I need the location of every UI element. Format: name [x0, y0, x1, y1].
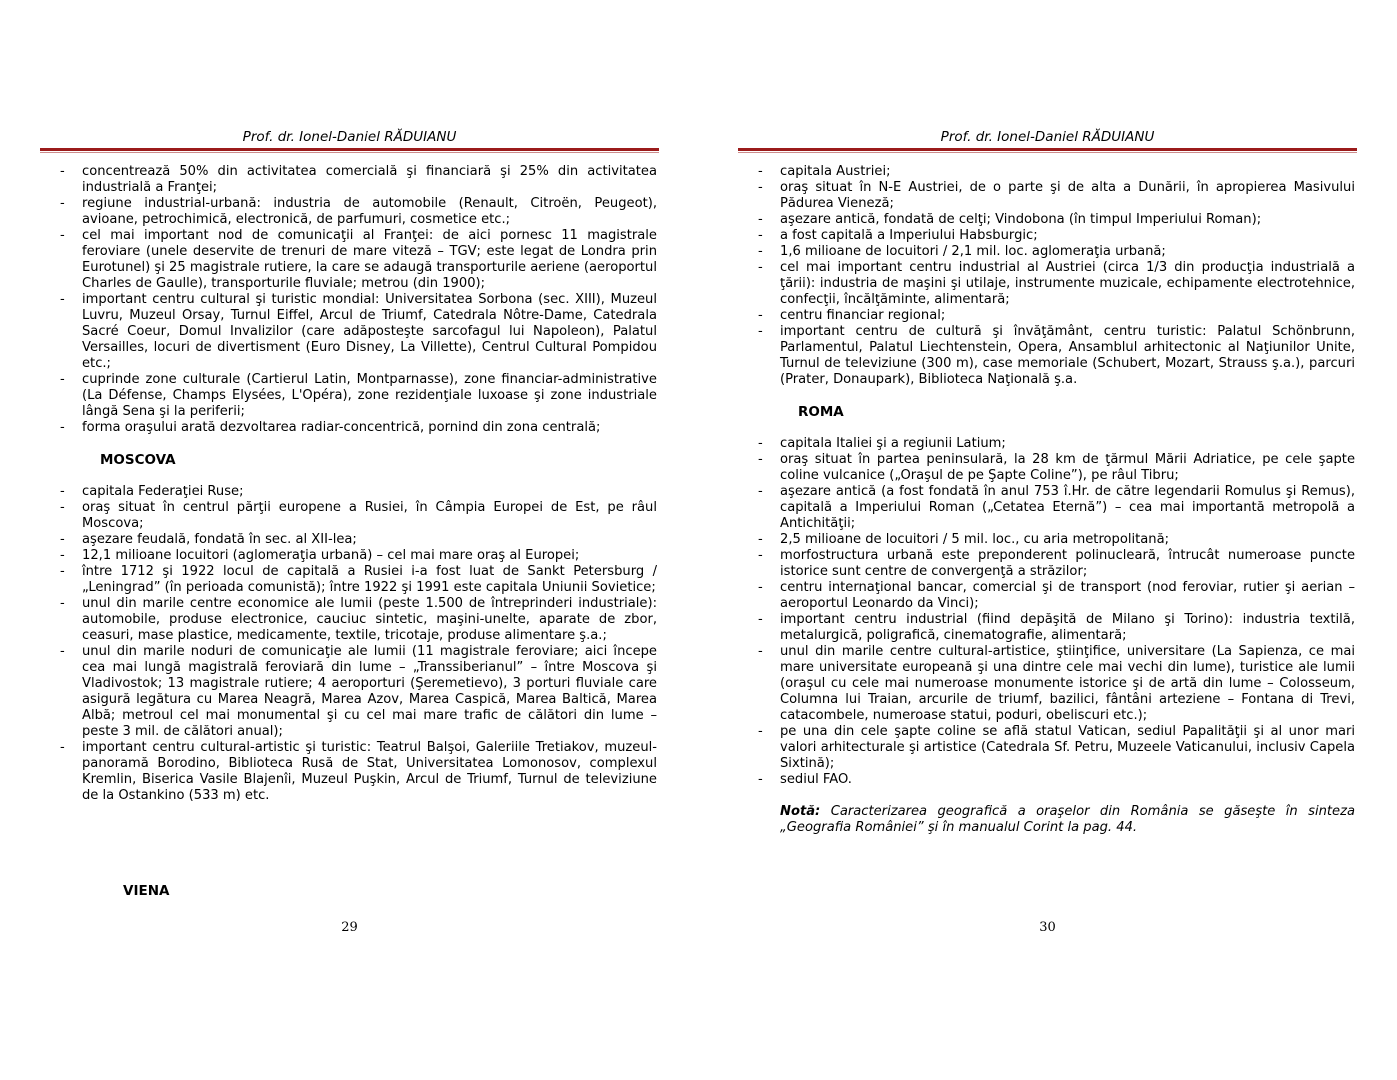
- viena-list: [756, 164, 1355, 388]
- section-title-moscova: MOSCOVA: [100, 452, 176, 468]
- list-item: - important centru cultural şi turistic mondial: Universitatea Sorbona (sec. XIII), Muzeul Luvru, Muzeul Orsay, Turnul Eiffel, Arcul de Triumf, Catedrala Nôtre-Dame, Catedrala Sacré Coeur, Domul Invalizilor (care adăposteşte sarcofagul lui Napoleon), Palatul Versailles, locuri de divertisment (Euro Disney, La Villette), Centrul Cultural Pompidou etc.;: [58, 292, 657, 372]
- list-item: - cuprinde zone culturale (Cartierul Latin, Montparnasse), zone financiar-administrative (La Défense, Champs Elysées, L'Opéra), zone rezidenţiale luxoase şi zone industriale lângă Sena şi la periferii;: [58, 372, 657, 420]
- list-item: - unul din marile centre economice ale lumii (peste 1.500 de întreprinderi industriale): automobile, produse electronice, cauciuc sintetic, maşini-unelte, aparate de zbor, ceasuri, mase plastice, medicamente, textile, tricotaje, produse alimentare ş.a.;: [58, 596, 657, 644]
- list-item: - centru internaţional bancar, comercial şi de transport (nod feroviar, rutier şi aerian – aeroportul Leonardo da Vinci);: [756, 580, 1355, 612]
- list-item: - oraş situat în centrul părţii europene a Rusiei, în Câmpia Europei de Est, pe râul Moscova;: [58, 500, 657, 532]
- list-item: - important centru cultural-artistic şi turistic: Teatrul Balşoi, Galeriile Tretiakov, muzeul-panoramă Borodino, Biblioteca Rusă de Stat, Universitatea Lomonosov, complexul Kremlin, Biserica Vasile Blajenîi, Muzeul Puşkin, Arcul de Triumf, Turnul de televiziune de la Ostankino (533 m) etc.: [58, 740, 657, 804]
- list-item: - oraş situat în N-E Austriei, de o parte şi de alta a Dunării, în apropierea Masivului Pădurea Vieneză;: [756, 180, 1355, 212]
- list-item: - morfostructura urbană este preponderent polinucleară, întrucât numeroase puncte istorice sunt centre de convergenţă a străzilor;: [756, 548, 1355, 580]
- header-rule: [40, 148, 659, 151]
- list-item: - 2,5 milioane de locuitori / 5 mil. loc., cu aria metropolitană;: [756, 532, 1355, 548]
- section-title-viena: VIENA: [123, 883, 170, 899]
- list-item: - capitala Italiei şi a regiunii Latium;: [756, 436, 1355, 452]
- paris-list: [58, 164, 657, 436]
- page-header: Prof. dr. Ionel-Daniel RĂDUIANU: [242, 129, 457, 145]
- list-item: - concentrează 50% din activitatea comercială şi financiară şi 25% din activitatea industrială a Franţei;: [58, 164, 657, 196]
- page-header: Prof. dr. Ionel-Daniel RĂDUIANU: [940, 129, 1155, 145]
- header-rule: [738, 148, 1357, 151]
- header-rule-thin: [40, 152, 659, 153]
- list-item: - cel mai important centru industrial al Austriei (circa 1/3 din producţia industrială a ţării): industria de maşini şi utilaje, instrumente muzicale, echipamente electrotehnice, confecţii, încălţăminte, alimentară;: [756, 260, 1355, 308]
- list-item: - unul din marile centre cultural-artistice, ştiinţifice, universitare (La Sapienza, ce mai mare universitate europeană şi una dintre cele mai vechi din lume), turistice ale lumii (oraşul cu cele mai numeroase monumente istorice şi de artă din lume – Colosseum, Columna lui Traian, arcurile de triumf, bazilici, fântâni arteziene – Fontana di Trevi, catacombele, numeroase statui, poduri, obeliscuri etc.);: [756, 644, 1355, 724]
- list-item: - important centru de cultură şi învăţământ, centru turistic: Palatul Schönbrunn, Parlamentul, Palatul Liechtenstein, Opera, Ansamblul arhitectonic al Naţiunilor Unite, Turnul de televiziune (300 m), case memoriale (Schubert, Mozart, Strauss ş.a.), parcuri (Prater, Donaupark), Biblioteca Naţională ş.a.: [756, 324, 1355, 388]
- list-item: - regiune industrial-urbană: industria de automobile (Renault, Citroën, Peugeot), avioane, petrochimică, electronică, de parfumuri, cosmetice etc.;: [58, 196, 657, 228]
- list-item: - unul din marile noduri de comunicaţie ale lumii (11 magistrale feroviare; aici începe cea mai lungă magistrală feroviară din lume – „Transsiberianul” – între Moscova şi Vladivostok; 13 magistrale rutiere; 4 aeroporturi (Şeremetievo), 3 porturi fluviale care asigură legătura cu Marea Neagră, Marea Azov, Marea Caspică, Marea Baltică, Marea Albă; metroul cel mai monumental şi cu cel mai mare trafic de călători din lume – peste 3 mil. de călători anual);: [58, 644, 657, 740]
- list-item: - capitala Austriei;: [756, 164, 1355, 180]
- right-content: [756, 164, 1355, 836]
- list-item: - cel mai important nod de comunicaţii al Franţei: de aici pornesc 11 magistrale feroviare (unele deservite de trenuri de mare viteză – TGV; este legat de Londra prin Eurotunel) şi 25 magistrale rutiere, la care se adaugă transporturile aeriene (aeroportul Charles de Gaulle), transporturile fluviale; metrou (din 1900);: [58, 228, 657, 292]
- list-item: - aşezare antică, fondată de celţi; Vindobona (în timpul Imperiului Roman);: [756, 212, 1355, 228]
- header-rule-thin: [738, 152, 1357, 153]
- list-item: - 1,6 milioane de locuitori / 2,1 mil. loc. aglomeraţia urbană;: [756, 244, 1355, 260]
- list-item: - aşezare antică (a fost fondată în anul 753 î.Hr. de către legendarii Romulus şi Remus), capitală a Imperiului Roman („Cetatea Eternă”) – cea mai importantă metropolă a Antichităţii;: [756, 484, 1355, 532]
- list-item: - pe una din cele şapte coline se află statul Vatican, sediul Papalităţii şi al unor mari valori arhitecturale şi artistice (Catedrala Sf. Petru, Muzeele Vaticanului, inclusiv Capela Sixtină);: [756, 724, 1355, 772]
- note-text: Caracterizarea geografică a oraşelor din România se găseşte în sinteza „Geografia României” şi în manualul Corint la pag. 44.: [780, 804, 1355, 835]
- list-item: - capitala Federaţiei Ruse;: [58, 484, 657, 500]
- section-title-roma: ROMA: [798, 404, 844, 420]
- list-item: - forma oraşului arată dezvoltarea radiar-concentrică, pornind din zona centrală;: [58, 420, 657, 436]
- list-item: - sediul FAO.: [756, 772, 1355, 788]
- note-label: Notă:: [780, 804, 821, 819]
- list-item: - a fost capitală a Imperiului Habsburgic;: [756, 228, 1355, 244]
- list-item: - între 1712 şi 1922 locul de capitală a Rusiei i-a fost luat de Sankt Petersburg / „Leningrad” (în perioada comunistă); între 1922 şi 1991 este capitala Uniunii Sovietice;: [58, 564, 657, 596]
- roma-list: [756, 436, 1355, 788]
- list-item: - oraş situat în partea peninsulară, la 28 km de ţărmul Mării Adriatice, pe cele şapte coline vulcanice („Oraşul de pe Şapte Coline”), pe râul Tibru;: [756, 452, 1355, 484]
- left-content: [58, 164, 657, 804]
- note-paragraph: [756, 804, 1355, 836]
- moscova-list: [58, 484, 657, 804]
- page-number: 29: [341, 920, 358, 935]
- list-item: - important centru industrial (fiind depăşită de Milano şi Torino): industria textilă, metalurgică, poligrafică, cinematografie, alimentară;: [756, 612, 1355, 644]
- page-number: 30: [1039, 920, 1056, 935]
- list-item: - centru financiar regional;: [756, 308, 1355, 324]
- list-item: - aşezare feudală, fondată în sec. al XII-lea;: [58, 532, 657, 548]
- list-item: - 12,1 milioane locuitori (aglomeraţia urbană) – cel mai mare oraş al Europei;: [58, 548, 657, 564]
